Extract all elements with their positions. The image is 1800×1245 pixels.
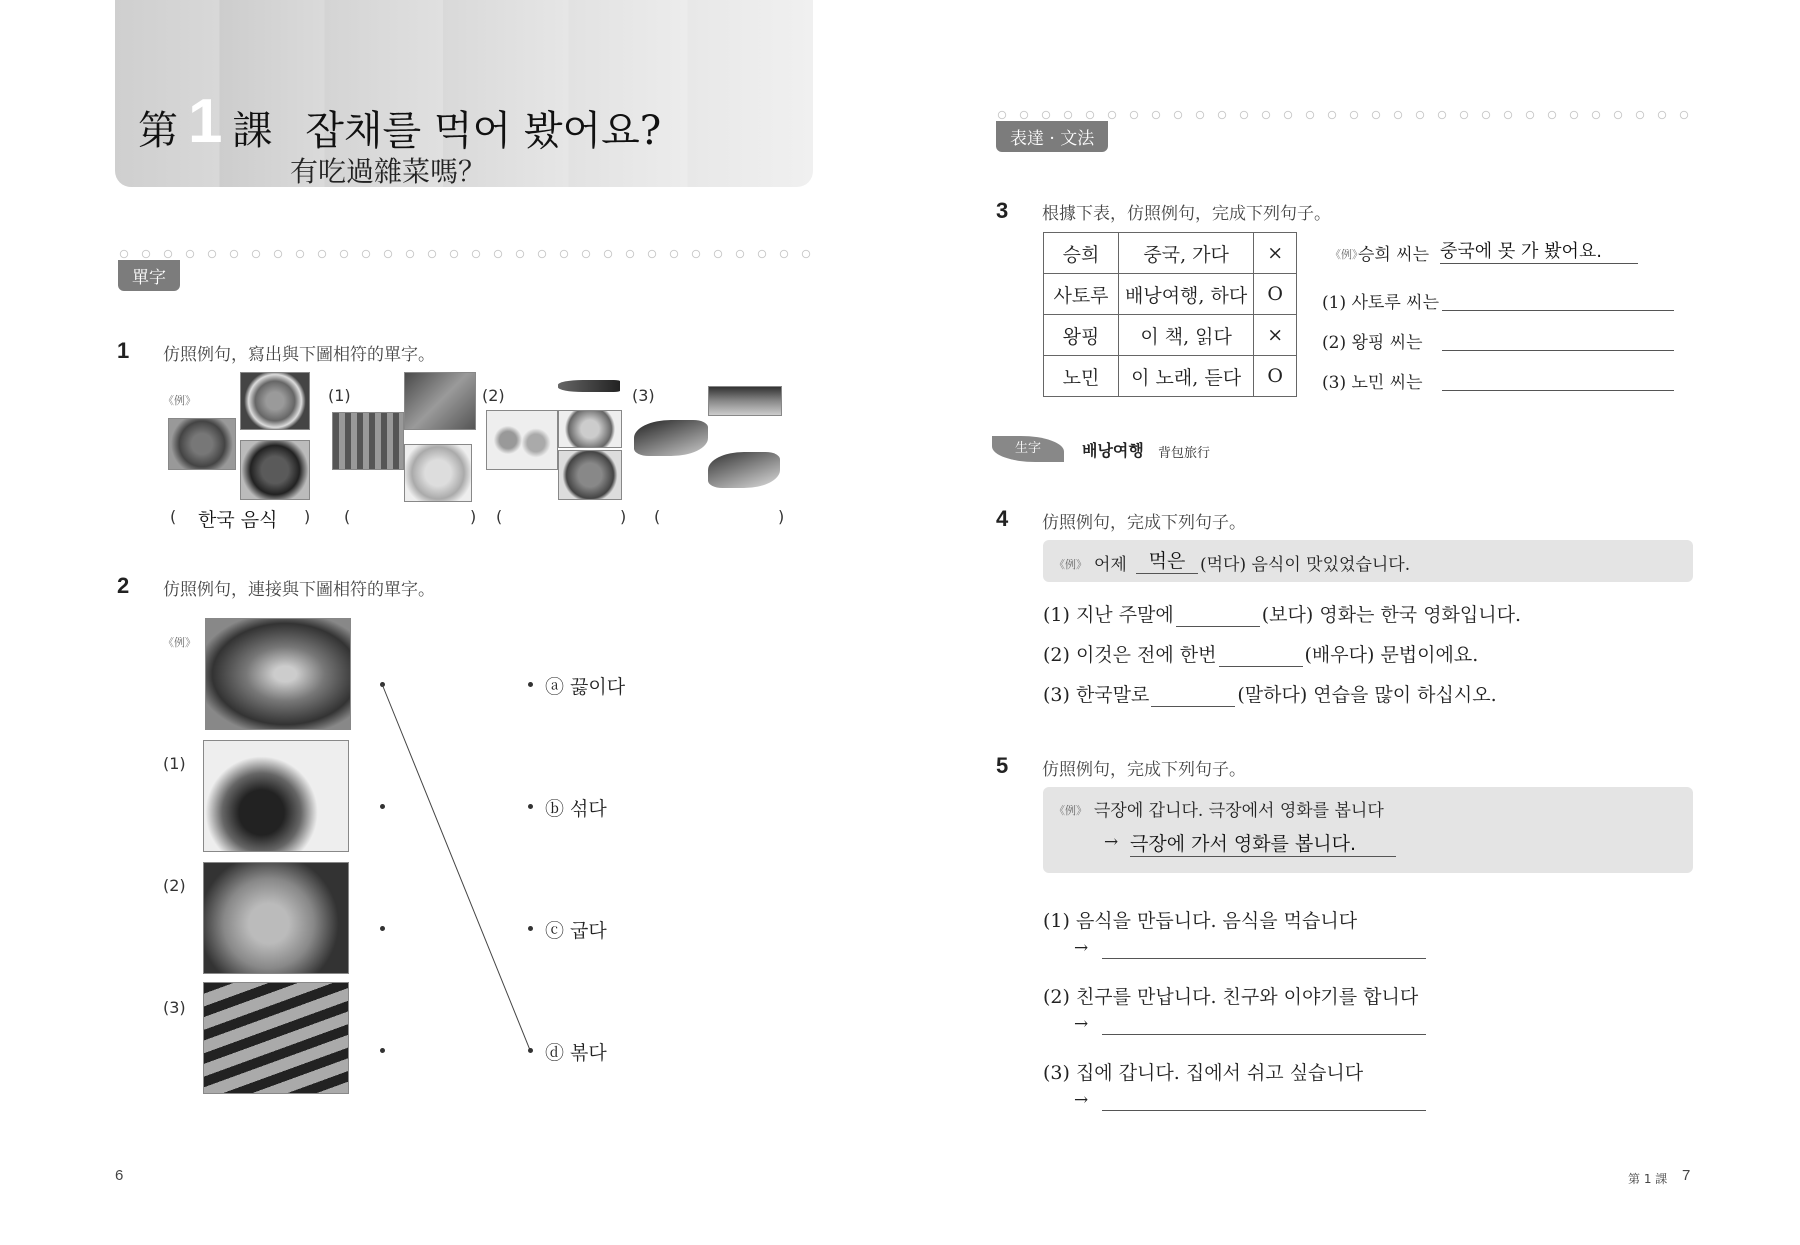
answer-blank[interactable]: [1102, 1034, 1426, 1035]
page-number-left: 6: [115, 1167, 124, 1184]
answer-blank[interactable]: [1442, 390, 1674, 391]
table-cell: ×: [1254, 233, 1297, 274]
example-label: 《例》: [1054, 804, 1087, 817]
paren-open: (: [654, 507, 661, 526]
example-pre: 어제: [1094, 555, 1127, 575]
table-cell: 중국, 가다: [1119, 233, 1254, 274]
item-label: (2): [482, 386, 505, 405]
exercise-item: (2) 왕핑 씨는: [1322, 333, 1423, 353]
exercise-item: [1043, 640, 1478, 667]
paren-close: ): [620, 507, 627, 526]
option-dot[interactable]: [528, 1048, 533, 1053]
exercise-item: (3) 집에 갑니다. 집에서 쉬고 싶습니다: [1043, 1062, 1364, 1084]
table-cell: 왕핑: [1044, 315, 1119, 356]
paren-close: ): [470, 507, 477, 526]
lesson-prefix: 第: [138, 108, 178, 154]
page-number-right: 7: [1682, 1167, 1691, 1184]
exercise-item-post: (보다) 영화는 한국 영화입니다.: [1261, 604, 1521, 626]
paren-open: (: [496, 507, 503, 526]
answer-blank[interactable]: [1102, 958, 1426, 959]
item-label: (2): [163, 876, 186, 895]
question-number: 5: [996, 753, 1009, 778]
lesson-title-korean: 잡채를 먹어 봤어요?: [305, 108, 662, 154]
table-row: [1044, 274, 1297, 315]
question-number: 2: [117, 573, 130, 598]
paren-open: (: [344, 507, 351, 526]
example-connector-line: [382, 684, 530, 1050]
example-label: 《例》: [1054, 558, 1087, 571]
exercise-item: [1043, 680, 1497, 707]
vocab-tag: 生字: [1014, 441, 1041, 456]
example-subject: 승희 씨는: [1358, 245, 1430, 265]
lesson-title-chinese: 有吃過雜菜嗎？: [290, 155, 487, 188]
table-row: [1044, 356, 1297, 397]
table-row: [1044, 315, 1297, 356]
table-cell: ×: [1254, 315, 1297, 356]
exercise-item-post: (배우다) 문법이에요.: [1304, 644, 1479, 666]
option-dot[interactable]: [528, 926, 533, 931]
item-label: (1): [328, 386, 351, 405]
question-text: 仿照例句，完成下列句子。: [1042, 760, 1246, 780]
arrow-icon: →: [1074, 1090, 1089, 1110]
answer-blank[interactable]: [1151, 684, 1235, 707]
paren-close: ): [304, 507, 311, 526]
example-answer: 먹은: [1136, 546, 1198, 574]
item-label: (3): [163, 998, 186, 1017]
exercise-item-pre: (1) 지난 주말에: [1043, 604, 1174, 626]
table-cell: 승희: [1044, 233, 1119, 274]
table-cell: 이 노래, 듣다: [1119, 356, 1254, 397]
option-grill: ⓒ 굽다: [545, 920, 607, 942]
example-label: 《例》: [1330, 248, 1363, 261]
example-answer: 중국에 못 가 봤어요.: [1440, 237, 1638, 264]
question-text: 仿照例句，寫出與下圖相符的單字。: [163, 345, 435, 365]
exercise-item-post: (말하다) 연습을 많이 하십시오.: [1237, 684, 1497, 706]
answer-example: 한국 음식: [198, 509, 278, 531]
option-mix: ⓑ 섞다: [545, 798, 607, 820]
paren-open: (: [170, 507, 177, 526]
example-answer: 극장에 가서 영화를 봅니다.: [1130, 829, 1396, 857]
option-boil: ⓐ 끓이다: [545, 676, 626, 698]
table-cell: 이 책, 읽다: [1119, 315, 1254, 356]
example-post: (먹다) 음식이 맛있었습니다.: [1200, 555, 1411, 575]
exercise-item-pre: (3) 한국말로: [1043, 684, 1150, 706]
example-sentence: 극장에 갑니다. 극장에서 영화를 봅니다: [1094, 801, 1384, 821]
example-label: 《例》: [163, 636, 196, 649]
lesson-suffix: 課: [232, 108, 273, 154]
answer-blank[interactable]: [1219, 644, 1303, 667]
item-label: (3): [632, 386, 655, 405]
exercise-item: (3) 노민 씨는: [1322, 373, 1423, 393]
table-cell: O: [1254, 274, 1297, 315]
exercise-item-pre: (2) 이것은 전에 한번: [1043, 644, 1217, 666]
table-cell: 노민: [1044, 356, 1119, 397]
answer-blank[interactable]: [1442, 350, 1674, 351]
option-dot[interactable]: [528, 804, 533, 809]
option-dot[interactable]: [528, 682, 533, 687]
table-cell: 배낭여행, 하다: [1119, 274, 1254, 315]
exercise-item: (1) 사토루 씨는: [1322, 293, 1439, 313]
exercise-item: (1) 음식을 만듭니다. 음식을 먹습니다: [1043, 910, 1358, 932]
question-text: 仿照例句，完成下列句子。: [1042, 513, 1246, 533]
section-tab-grammar: 表達 · 文法: [996, 121, 1108, 152]
lesson-number: 1: [188, 87, 223, 156]
info-table: [1043, 232, 1297, 397]
vocab-meaning: 背包旅行: [1158, 446, 1211, 461]
question-number: 3: [996, 198, 1009, 223]
table-row: [1044, 233, 1297, 274]
exercise-item: [1043, 600, 1521, 627]
footer-lesson: 第 1 課: [1628, 1172, 1668, 1186]
paren-close: ): [778, 507, 785, 526]
question-number: 4: [996, 506, 1009, 531]
answer-blank[interactable]: [1102, 1110, 1426, 1111]
arrow-icon: →: [1104, 832, 1119, 852]
item-label: (1): [163, 754, 186, 773]
table-cell: 사토루: [1044, 274, 1119, 315]
answer-blank[interactable]: [1442, 310, 1674, 311]
example-label: 《例》: [163, 394, 196, 407]
question-text: 根據下表，仿照例句，完成下列句子。: [1042, 204, 1331, 224]
answer-blank[interactable]: [1176, 604, 1260, 627]
table-cell: O: [1254, 356, 1297, 397]
arrow-icon: →: [1074, 938, 1089, 958]
vocab-word: 배낭여행: [1082, 441, 1144, 460]
arrow-icon: →: [1074, 1014, 1089, 1034]
question-number: 1: [117, 338, 130, 363]
question-text: 仿照例句，連接與下圖相符的單字。: [163, 580, 435, 600]
exercise-item: (2) 친구를 만납니다. 친구와 이야기를 합니다: [1043, 986, 1419, 1008]
section-tab-vocab: 單字: [118, 260, 180, 291]
option-stir-fry: ⓓ 볶다: [545, 1042, 607, 1064]
